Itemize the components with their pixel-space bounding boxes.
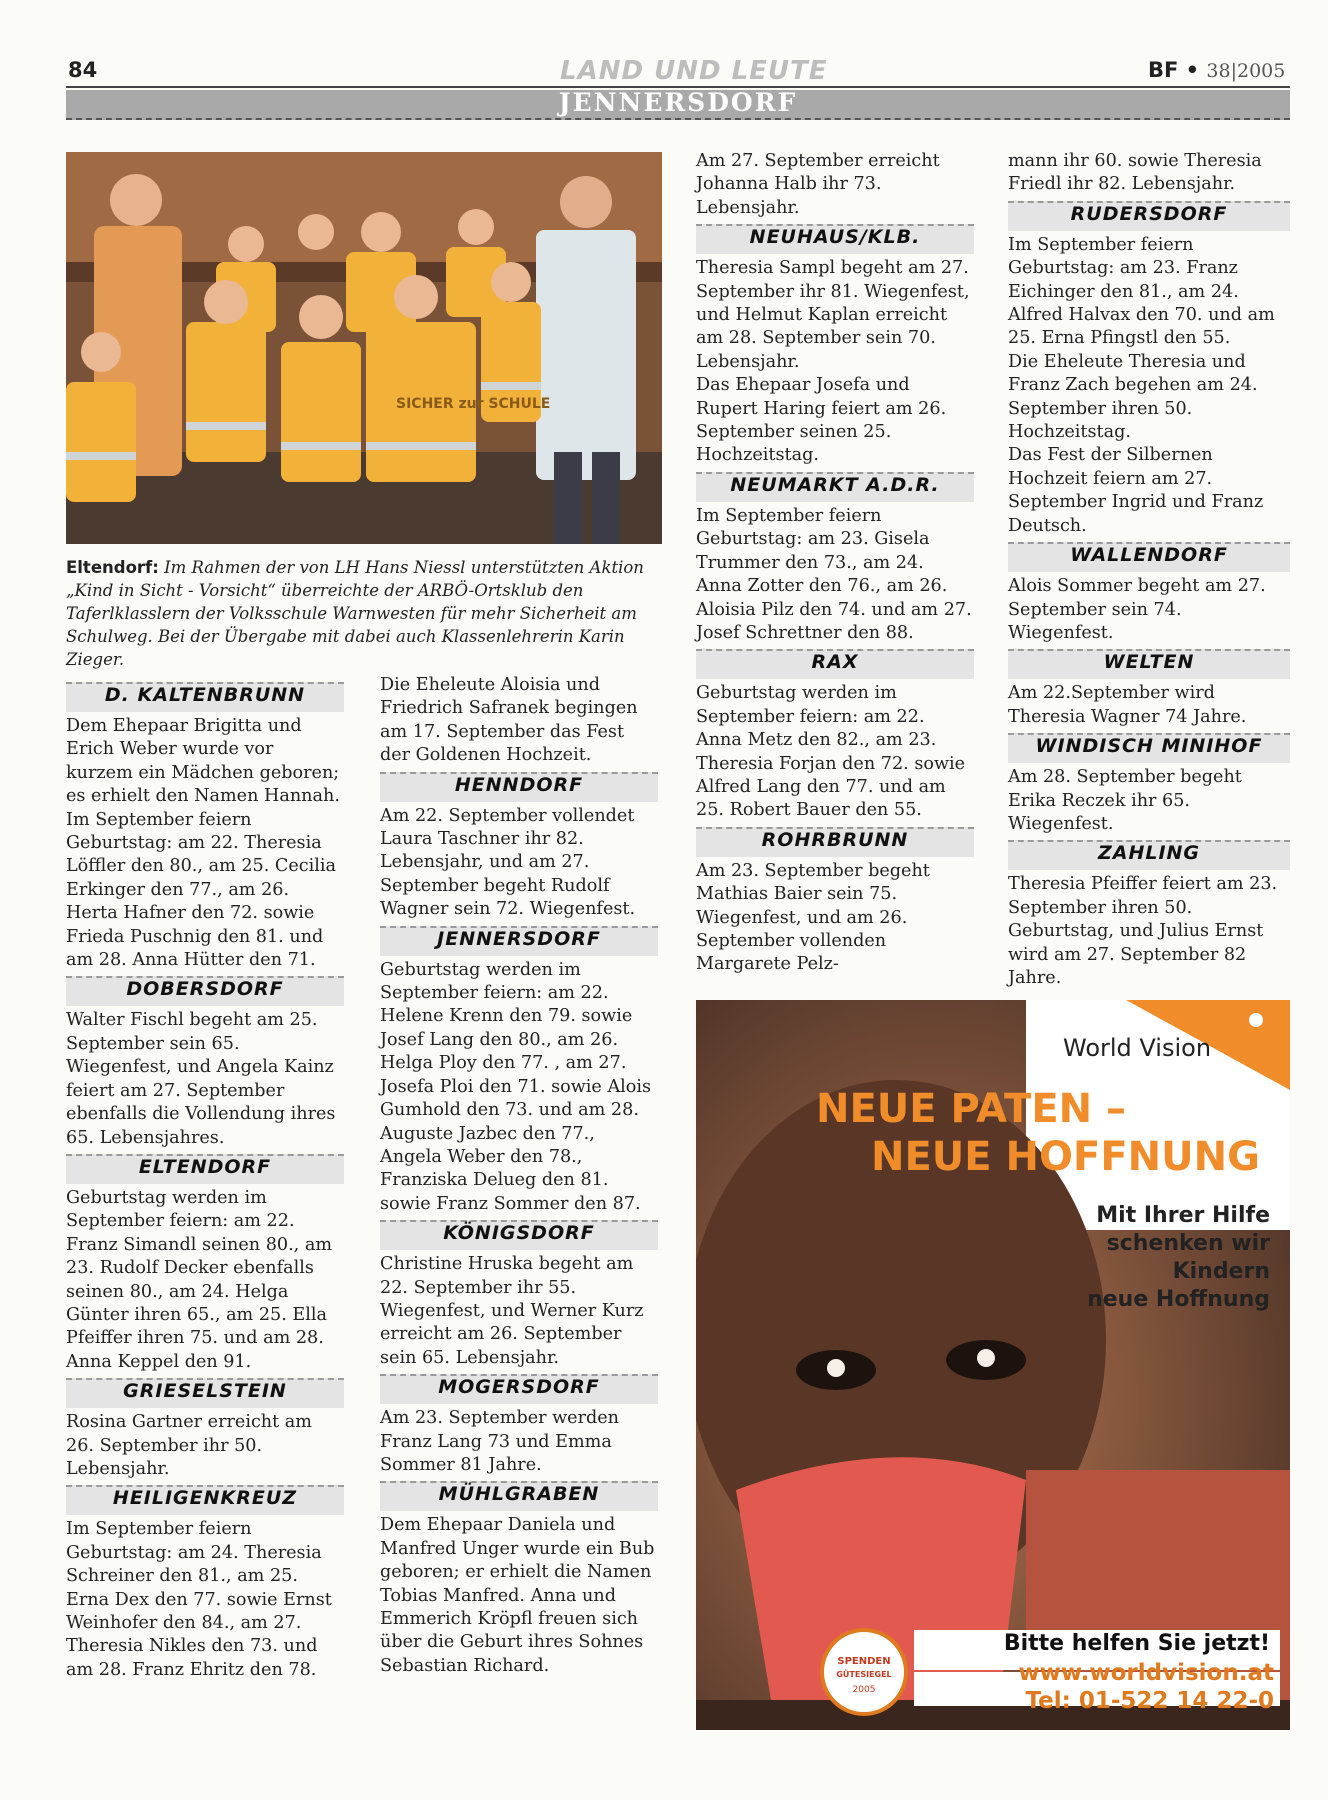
place-heading: HENNDORF: [380, 772, 658, 802]
ad-tel: Tel: 01-522 14 22-0: [1025, 1688, 1274, 1714]
notice-paragraph: Im September feiern Geburtstag: am 24. Theresia Schreiner den 81., am 25. Erna Dex den 77. sowie Ernst Weinhofer den 84., am 27. Theresia Nikles den 73. und am 28. Franz Ehritz den 78.: [66, 1519, 332, 1680]
group-photo: [66, 152, 662, 544]
notice-paragraph: Walter Fischl begeht am 25. September sein 65. Wiegenfest, und Angela Kainz feiert am 27. September ebenfalls die Vollendung ihres 65. Lebensjahres.: [66, 1010, 336, 1148]
place-heading: NEUHAUS/KLB.: [696, 224, 974, 254]
section-banner: JENNERSDORF: [558, 88, 798, 117]
notice-paragraph: Geburtstag werden im September feiern: am 22. Franz Simandl seinen 80., am 23. Rudolf Decker ebenfalls seinen 80., am 24. Helga Günter ihren 65., am 25. Ella Pfeiffer ihren 75. und am 28. Anna Keppel den 91.: [66, 1187, 333, 1372]
seal-mid: GÜTESIEGEL: [836, 1670, 892, 1679]
place-heading: NEUMARKT A.D.R.: [696, 472, 974, 502]
separator: •: [1185, 58, 1200, 82]
ad-headline-2: NEUE HOFFNUNG: [871, 1134, 1260, 1180]
place-heading: HEILIGENKREUZ: [66, 1485, 344, 1515]
column-1: [66, 678, 344, 1682]
place-heading: JENNERSDORF: [380, 926, 658, 956]
rubric-title: LAND UND LEUTE: [560, 56, 828, 86]
ad-sub-3: Kindern: [1172, 1259, 1270, 1284]
ad-brand: World Vision: [1063, 1034, 1212, 1062]
place-heading: DOBERSDORF: [66, 976, 344, 1006]
caption-text: Im Rahmen der von LH Hans Niessl unterstützten Aktion „Kind in Sicht - Vorsicht“ überreichte der ARBÖ-Ortsklub den Taferlklasslern der Volksschule Warnwesten für mehr Sicherheit am Schulweg. Bei der Übergabe mit dabei auch Klassenlehrerin Karin Zieger.: [66, 558, 644, 669]
notice-paragraph: Das Fest der Silbernen Hochzeit feiern am 27. September Ingrid und Franz Deutsch.: [1008, 445, 1264, 536]
ad-url: www.worldvision.at: [1018, 1660, 1274, 1686]
notice-paragraph: Theresia Pfeiffer feiert am 23. September ihren 50. Geburtstag, und Julius Ernst wird am 27. September 82 Jahre.: [1008, 874, 1278, 988]
world-vision-ad: [696, 1000, 1290, 1730]
spenden-guetesiegel-seal: [822, 1630, 906, 1714]
ad-artwork: [696, 1000, 1290, 1730]
ad-cta: Bitte helfen Sie jetzt!: [1003, 1631, 1270, 1656]
notice-paragraph: Im September feiern Geburtstag: am 23. Gisela Trummer den 73., am 24. Anna Zotter den 76., am 26. Aloisia Pilz den 74. und am 27. Josef Schrettner den 88.: [696, 505, 972, 643]
notice-paragraph: Geburtstag werden im September feiern: am 22. Anna Metz den 82., am 23. Theresia Forjan den 72. sowie Alfred Lang den 77. und am 25. Robert Bauer den 55.: [696, 683, 966, 821]
notice-paragraph: Dem Ehepaar Daniela und Manfred Unger wurde ein Bub geboren; er erhielt die Namen Tobias Manfred. Anna und Emmerich Kröpfl freuen sich über die Geburt ihres Sohnes Sebastian Richard.: [380, 1515, 655, 1676]
paper-name: BF: [1148, 58, 1179, 82]
group-photo-illustration: [66, 152, 662, 544]
caption-place: Eltendorf:: [66, 558, 159, 577]
notice-paragraph: Am 23. September begeht Mathias Baier sein 75. Wiegenfest, und am 26. September vollenden Margarete Pelz-: [696, 860, 930, 975]
notice-paragraph: Am 23. September werden Franz Lang 73 und Emma Sommer 81 Jahre.: [380, 1408, 620, 1475]
notice-paragraph: Am 27. September erreicht Johanna Halb ihr 73. Lebensjahr.: [696, 151, 940, 218]
ad-headline-1: NEUE PATEN –: [816, 1086, 1127, 1132]
place-heading: ZAHLING: [1008, 840, 1290, 870]
place-heading: WELTEN: [1008, 649, 1290, 679]
issue-number: 38|2005: [1206, 60, 1286, 82]
place-heading: MOGERSDORF: [380, 1374, 658, 1404]
column-3: [696, 150, 974, 977]
place-heading: D. KALTENBRUNN: [66, 682, 344, 712]
notice-paragraph: Die Eheleute Theresia und Franz Zach begehen am 24. September ihren 50. Hochzeitstag.: [1008, 351, 1258, 443]
place-heading: GRIESELSTEIN: [66, 1378, 344, 1408]
place-heading: RUDERSDORF: [1008, 201, 1290, 231]
vest-sign-text: SICHER zur SCHULE: [396, 396, 551, 412]
place-heading: ROHRBRUNN: [696, 827, 974, 857]
photo-caption: [66, 556, 662, 671]
ad-sub-1: Mit Ihrer Hilfe: [1096, 1203, 1270, 1228]
place-heading: WALLENDORF: [1008, 542, 1290, 572]
notice-paragraph: Im September feiern Geburtstag: am 22. Theresia Löffler den 80., am 25. Cecilia Erkinger den 77., am 26. Herta Hafner den 72. sowie Frieda Puschnig den 81. und am 28. Anna Hütter den 71.: [66, 809, 337, 971]
notice-paragraph: Christine Hruska begeht am 22. September ihr 55. Wiegenfest, und Werner Kurz erreicht am 26. September sein 65. Lebensjahr.: [380, 1254, 644, 1368]
notice-paragraph: Am 22. September vollendet Laura Taschner ihr 82. Lebensjahr, und am 27. September begeht Rudolf Wagner sein 72. Wiegenfest.: [380, 805, 636, 920]
place-heading: KÖNIGSDORF: [380, 1220, 658, 1250]
notice-paragraph: Am 22.September wird Theresia Wagner 74 Jahre.: [1008, 683, 1247, 727]
notice-paragraph: Dem Ehepaar Brigitta und Erich Weber wurde vor kurzem ein Mädchen geboren; es erhielt den Namen Hannah.: [66, 716, 340, 807]
column-4: [1008, 150, 1290, 990]
notice-paragraph: mann ihr 60. sowie Theresia Friedl ihr 82. Lebensjahr.: [1008, 151, 1262, 195]
column-2: [380, 674, 658, 1678]
place-heading: MÜHLGRABEN: [380, 1481, 658, 1511]
notice-paragraph: Im September feiern Geburtstag: am 23. Franz Eichinger den 81., am 24. Alfred Halvax den 70. und am 25. Erna Pfingstl den 55.: [1008, 234, 1275, 349]
seal-year: 2005: [852, 1685, 876, 1695]
place-heading: RAX: [696, 649, 974, 679]
place-heading: WINDISCH MINIHOF: [1008, 733, 1290, 763]
seal-top: SPENDEN: [837, 1656, 891, 1667]
issue-info: [1148, 58, 1285, 82]
ad-sub-2: schenken wir: [1106, 1231, 1270, 1256]
place-heading: ELTENDORF: [66, 1154, 344, 1184]
notice-paragraph: Am 28. September begeht Erika Reczek ihr 65. Wiegenfest.: [1008, 767, 1242, 834]
ad-sub-4: neue Hoffnung: [1087, 1287, 1270, 1312]
notice-paragraph: Alois Sommer begeht am 27. September sein 74. Wiegenfest.: [1008, 576, 1266, 643]
notice-paragraph: Theresia Sampl begeht am 27. September ihr 81. Wiegenfest, und Helmut Kaplan erreicht am 28. September sein 70. Lebensjahr.: [696, 258, 970, 372]
notice-paragraph: Rosina Gartner erreicht am 26. September ihr 50. Lebensjahr.: [66, 1412, 312, 1479]
notice-paragraph: Das Ehepaar Josefa und Rupert Haring feiert am 26. September seinen 25. Hochzeitstag.: [696, 375, 947, 466]
notice-paragraph: Geburtstag werden im September feiern: am 22. Helene Krenn den 79. sowie Josef Lang den 80., am 26. Helga Ploy den 77. , am 27. Josefa Ploi den 71. sowie Alois Gumhold den 73. und am 28. Auguste Jazbec den 77., Angela Weber den 78., Franziska Delueg den 81. sowie Franz Sommer den 87.: [380, 959, 652, 1214]
page-number: 84: [68, 58, 98, 82]
notice-paragraph: Die Eheleute Aloisia und Friedrich Safranek begingen am 17. September das Fest der Goldenen Hochzeit.: [380, 675, 638, 766]
